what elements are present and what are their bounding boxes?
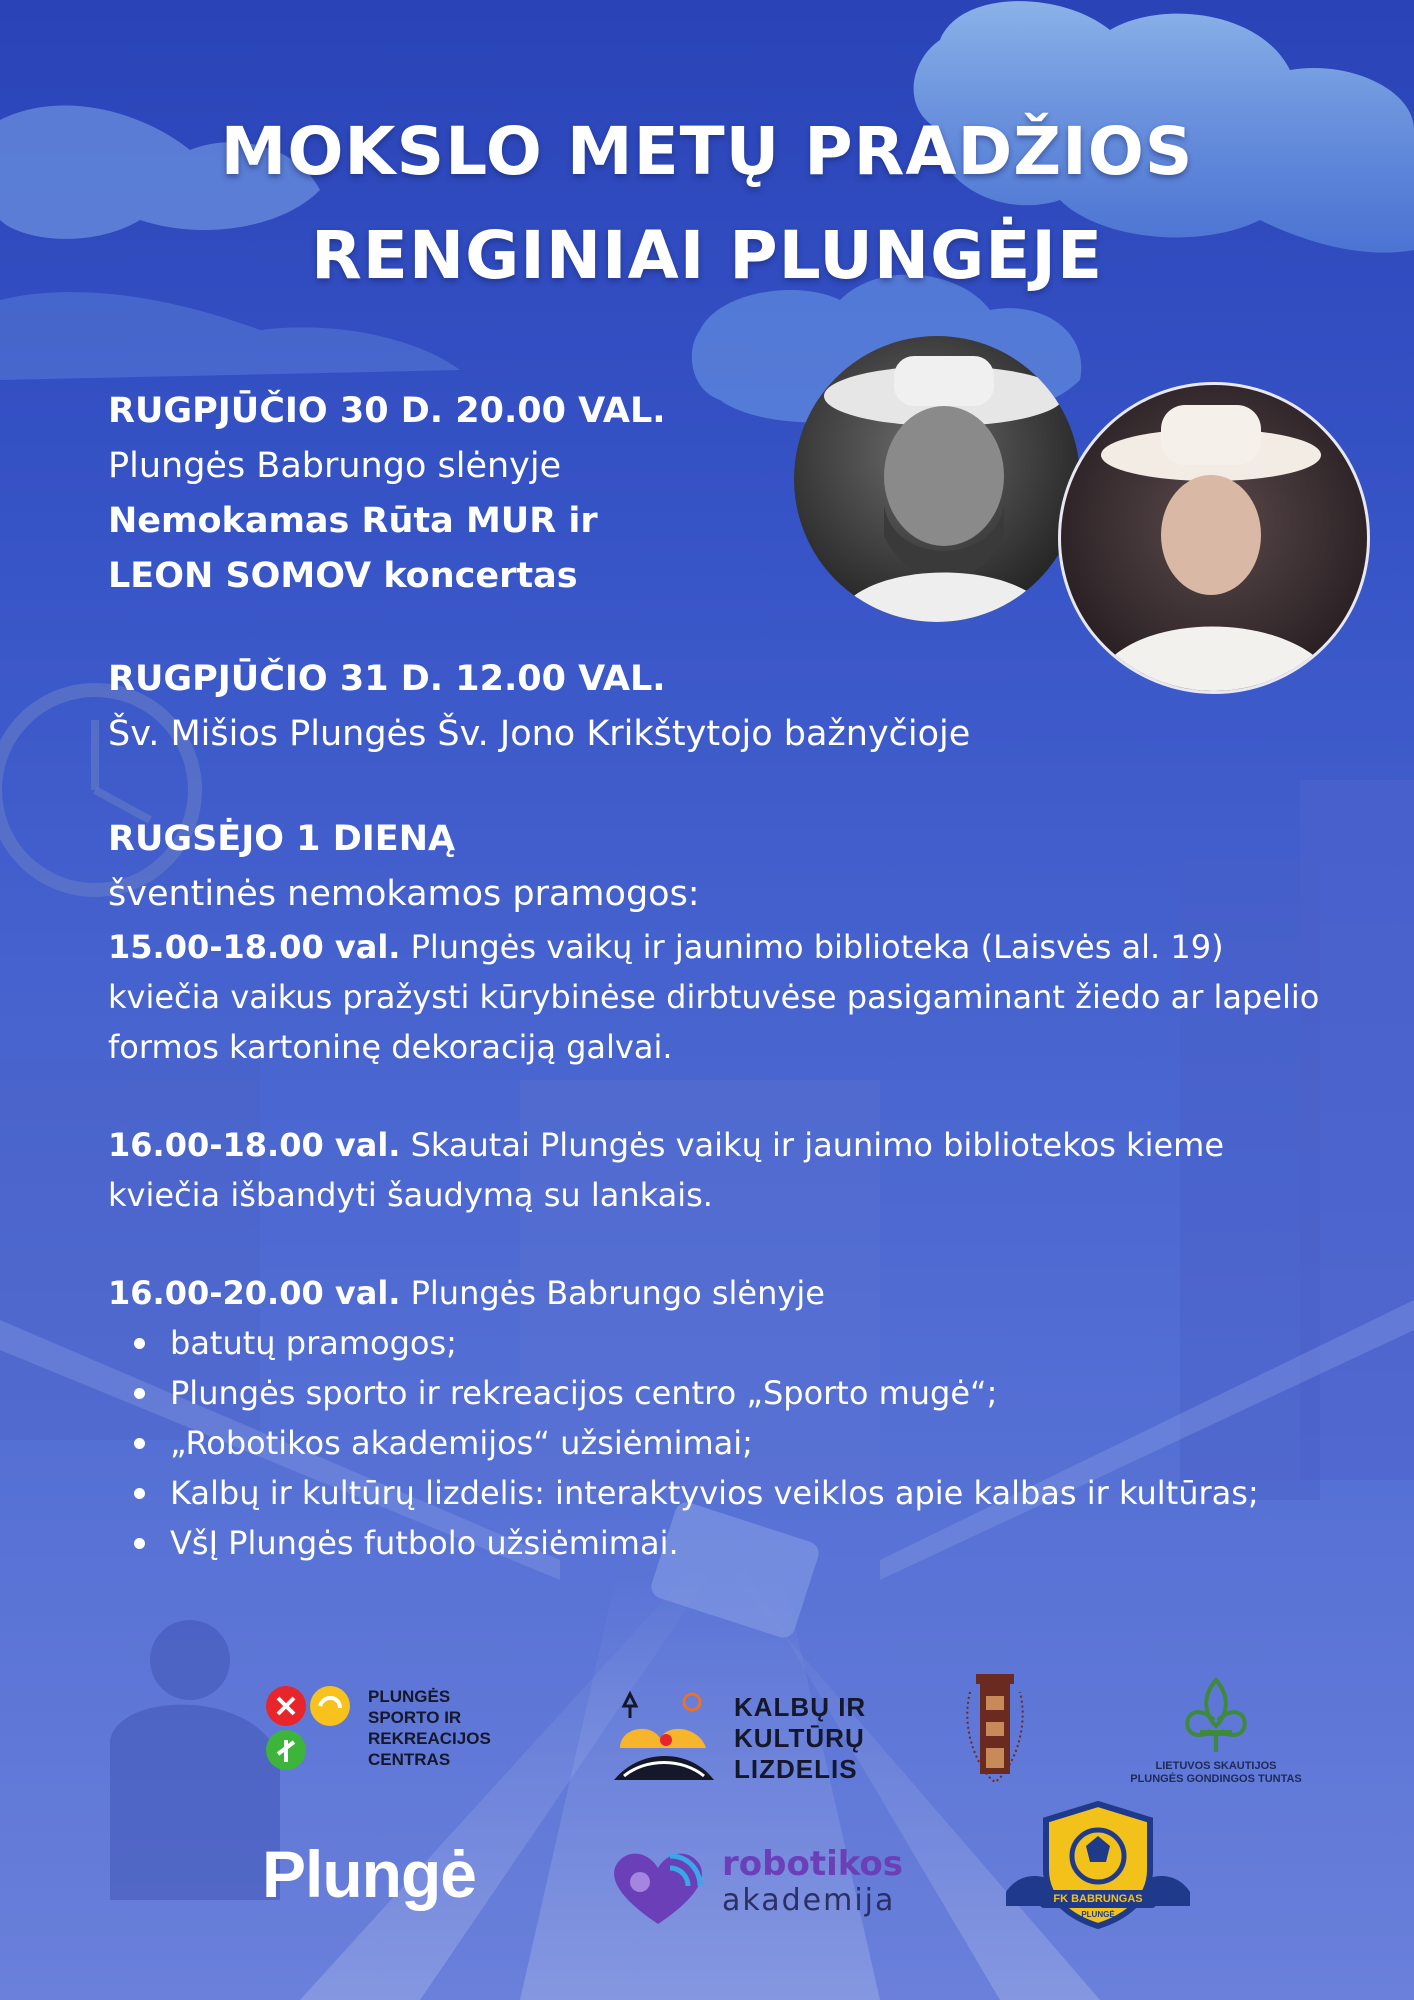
scouts-line-1: LIETUVOS SKAUTIJOS <box>1155 1760 1277 1772</box>
sport-center-line-1: PLUNGĖS <box>368 1687 451 1706</box>
library-logo <box>950 1672 1040 1792</box>
activity-list <box>108 1318 1259 1568</box>
event-aug-30-name-1: Nemokamas Rūta MUR ir <box>108 501 598 541</box>
fk-city: PLUNGĖ <box>1081 1910 1115 1919</box>
scouts-logo <box>1126 1676 1306 1796</box>
list-item: Plungės sporto ir rekreacijos centro „Sporto mugė“; <box>108 1368 1259 1418</box>
list-item: Kalbų ir kultūrų lizdelis: interaktyvios veiklos apie kalbas ir kultūras; <box>108 1468 1259 1518</box>
event-aug-30 <box>108 384 666 604</box>
page-title <box>0 100 1414 308</box>
event-aug-30-heading: RUGPJŪČIO 30 D. 20.00 VAL. <box>108 391 666 431</box>
list-item: batutų pramogos; <box>108 1318 1259 1368</box>
slot-2 <box>108 1120 1338 1220</box>
slot-1 <box>108 922 1338 1072</box>
event-sep-1-heading: RUGSĖJO 1 DIENĄ <box>108 819 456 859</box>
list-item: VšĮ Plungės futbolo užsiėmimai. <box>108 1518 1259 1568</box>
lizdelis-bird-icon <box>610 1688 718 1788</box>
artist-photo-ruta-mur <box>794 336 1080 622</box>
lizdelis-line-2: KULTŪRŲ <box>734 1723 865 1753</box>
lizdelis-line-3: LIZDELIS <box>734 1754 858 1784</box>
slot-2-time: 16.00-18.00 val. <box>108 1126 401 1164</box>
akademija-word: akademija <box>722 1883 896 1918</box>
fk-name: FK BABRUNGAS <box>1053 1893 1143 1905</box>
event-sep-1-subtitle: šventinės nemokamos pramogos: <box>108 874 700 914</box>
event-aug-30-name-2: LEON SOMOV koncertas <box>108 556 578 596</box>
sport-center-emblem <box>264 1684 356 1776</box>
slot-2-text: Skautai Plungės vaikų ir jaunimo bibliotekos kieme kviečia išbandyti šaudymą su lankais. <box>108 1126 1224 1214</box>
fk-babrungas-logo <box>1000 1800 1196 1930</box>
scouts-line-2: PLUNGĖS GONDINGOS TUNTAS <box>1130 1773 1302 1785</box>
plunge-logo: Plungė <box>262 1837 477 1911</box>
slot-1-time: 15.00-18.00 val. <box>108 928 401 966</box>
robotikos-heart-icon <box>606 1846 710 1928</box>
sport-center-line-2: SPORTO IR <box>368 1708 462 1727</box>
slot-3-text: Plungės Babrungo slėnyje <box>410 1274 825 1312</box>
artist-photo-leon-somov <box>1058 382 1370 694</box>
event-aug-30-place: Plungės Babrungo slėnyje <box>108 446 562 486</box>
sport-center-line-3: REKREACIJOS <box>368 1729 491 1748</box>
title-line-1: MOKSLO METŲ PRADŽIOS <box>220 113 1194 190</box>
event-sep-1 <box>108 812 700 922</box>
event-aug-31-text: Šv. Mišios Plungės Šv. Jono Krikštytojo bažnyčioje <box>108 714 971 754</box>
robotikos-logo <box>606 1846 926 1936</box>
library-tower-icon <box>950 1672 1040 1792</box>
list-item: „Robotikos akademijos“ užsiėmimai; <box>108 1418 1259 1468</box>
sport-center-line-4: CENTRAS <box>368 1750 451 1769</box>
fleur-de-lis-icon <box>1180 1676 1252 1754</box>
lizdelis-line-1: KALBŲ IR <box>734 1692 867 1722</box>
sport-center-logo <box>264 1684 514 1784</box>
lizdelis-logo <box>610 1688 870 1788</box>
slot-3-time: 16.00-20.00 val. <box>108 1274 401 1312</box>
robotikos-word: robotikos <box>722 1844 904 1884</box>
title-line-2: RENGINIAI PLUNGĖJE <box>310 217 1104 294</box>
event-aug-31-heading: RUGPJŪČIO 31 D. 12.00 VAL. <box>108 659 666 699</box>
slot-3 <box>108 1268 1338 1318</box>
event-aug-31 <box>108 652 970 762</box>
slot-1-text: Plungės vaikų ir jaunimo biblioteka (Laisvės al. 19) kviečia vaikus pražysti kūrybinėse dirbtuvėse pasigaminant žiedo ar lapelio formos kartoninę dekoraciją galvai. <box>108 928 1320 1066</box>
